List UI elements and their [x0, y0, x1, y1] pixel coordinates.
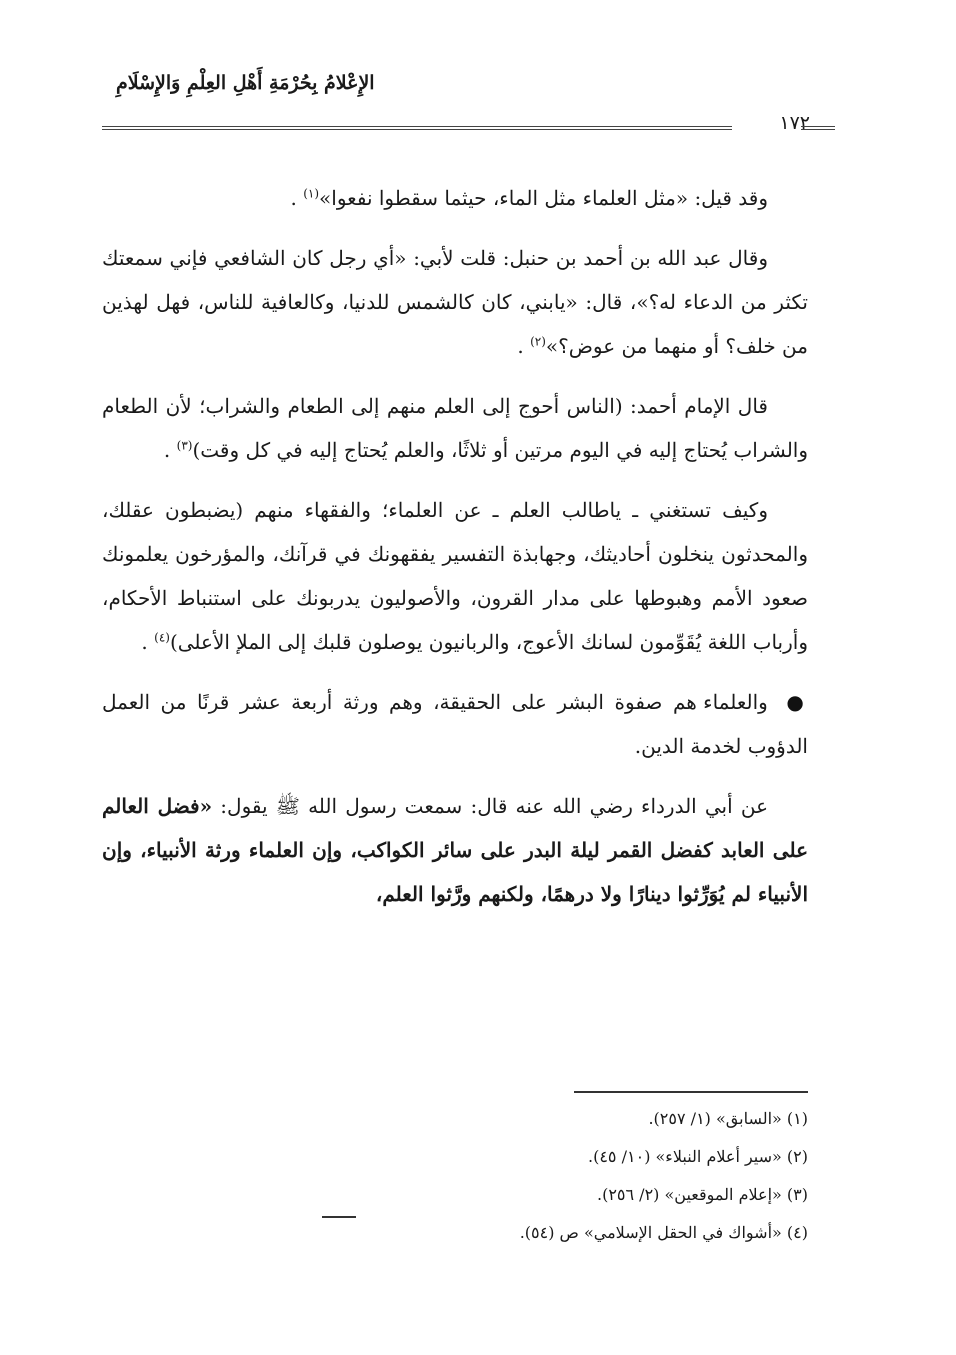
footnote-item: (٢) «سير أعلام النبلاء» (١٠/ ٤٥). [588, 1147, 808, 1166]
period: . [517, 334, 524, 358]
paragraph-5 [102, 680, 808, 768]
paragraph-text: قال الإمام أحمد: (الناس أحوج إلى العلم منهم إلى الطعام والشراب؛ لأن الطعام والشراب يُحتاج إليه في اليوم مرتين أو ثلاثًا، والعلم يُحتاج إليه في كل وقت) [102, 394, 808, 462]
page-dash-mark [322, 1216, 356, 1218]
footnote-ref: (٤) [154, 630, 170, 645]
footnote-item: (٤) «أشواك في الحقل الإسلامي» ص (٥٤). [519, 1223, 808, 1242]
hadith-text: «فضل العالم على العابد كفضل القمر ليلة البدر على سائر الكواكب، وإن العلماء ورثة الأنبياء، وإن الأنبياء لم يُوَرِّثوا دينارًا ولا درهمًا، ولكنهم ورَّثوا العلم، [102, 794, 809, 906]
paragraph-1 [102, 176, 808, 220]
period: . [141, 630, 148, 654]
page-number-rule [801, 126, 835, 130]
page-number: ١٧٢ [779, 112, 810, 134]
paragraph-text: وقد قيل: «مثل العلماء مثل الماء، حيثما سقطوا نفعوا» [319, 186, 768, 210]
hadith-intro: عن أبي الدرداء رضي الله عنه قال: سمعت رسول الله ﷺ يقول: [220, 794, 768, 818]
paragraph-text: والعلماء هم صفوة البشر على الحقيقة، وهم ورثة أربعة عشر قرنًا من العمل الدؤوب لخدمة الدين. [102, 690, 808, 758]
paragraph-3 [102, 384, 808, 472]
paragraph-text: وقال عبد الله بن أحمد بن حنبل: قلت لأبي: «أي رجل كان الشافعي فإني سمعتك تكثر من الدعاء له؟»، قال: «يابني، كان كالشمس للدنيا، وكالعافية للناس، فهل لهذين من خلف؟ أو منهما من عوض؟» [102, 246, 808, 358]
main-text [102, 176, 808, 932]
footnote-item: (١) «السابق» (١/ ٢٥٧). [648, 1109, 808, 1128]
header-rule [102, 126, 732, 130]
paragraph-4 [102, 488, 808, 664]
footnote-ref: (٢) [530, 334, 546, 349]
footnote-ref: (١) [303, 186, 320, 201]
paragraph-2 [102, 236, 808, 368]
period: . [163, 438, 171, 462]
paragraph-text: وكيف تستغني ـ ياطالب العلم ـ عن العلماء؛ والفقهاء منهم (يضبطون عقلك، والمحدثون ينخلون أحاديثك، وجهابذة التفسير يفقهونك في قرآنك، والمؤرخون يعلمونك صعود الأمم وهبوطها على مدار القرون، والأصوليون يدربونك على استنباط الأحكام، وأرباب اللغة يُقَوِّمون لسانك الأعوج، والربانيون يوصلون قلبك إلى الملإ الأعلى) [102, 498, 808, 654]
paragraph-6 [102, 784, 808, 916]
running-title: الإِعْلامُ بِحُرْمَةِ أَهْلِ العِلْمِ وَالإِسْلَامِ [116, 72, 375, 94]
footnote-ref: (٣) [176, 438, 193, 453]
footnote-separator [574, 1091, 808, 1093]
bullet-icon: ● [786, 690, 808, 714]
period: . [290, 186, 297, 210]
footnotes [368, 1100, 808, 1252]
footnote-item: (٣) «إعلام الموقعين» (٢/ ٢٥٦). [596, 1185, 808, 1204]
